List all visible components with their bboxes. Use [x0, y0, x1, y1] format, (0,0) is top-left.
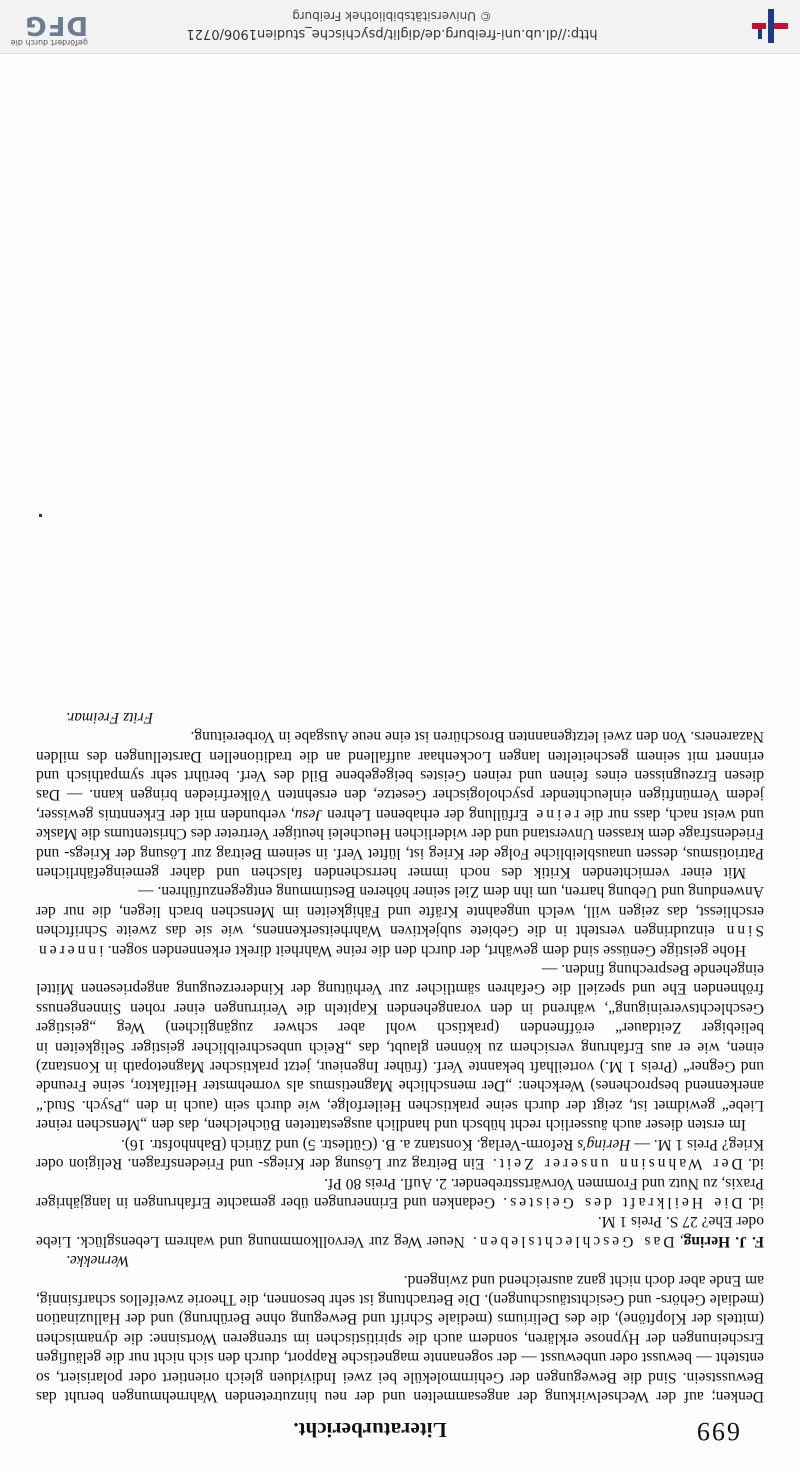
entry-prefix: id. [748, 1193, 764, 1211]
entry-author: F. J. Hering [683, 1232, 764, 1250]
signature-wernekke: Wernekke. [66, 1252, 130, 1270]
page-number: 699 [695, 1417, 740, 1446]
entry-title: Der Wahnsinn unserer Zeit. [489, 1155, 743, 1173]
entry-details: Gedanken und Erinnerungen über gemachte Erfahrungen in langjähriger Praxis, zu Nutz und Frommen Vorwärtsstrebender. 2. Aufl. Preis 80 Pf. [35, 1174, 764, 1211]
dfg-wordmark: DFG [24, 10, 88, 40]
bibliography-entry-3 [36, 1134, 764, 1173]
entry-publisher: Hering's [577, 1135, 631, 1153]
paragraph-1: Denken; auf der Wechselwirkung der angesammelten und der neu hinzutretenden Wahrnehmungen beruht das Bewusstsein. Sind die Bewegungen der Gehirnmoleküle bei zwei Individuen gleich orientiert oder polarisiert, so entsteht — bewusst oder unbewusst — der sogenannte magnetische Rapport, durch den sich nicht nur die geläufigen Erscheinungen der Hypnose erklären, sondern auch die spiritistischen im strengeren Wortsinne: die dynamischen (mittels der Klopftöne), die des Deliriums (mediale Schrift und Bewegung ohne Berührung) und der Halluzination (mediale Gehörs- und Gesichtstäuschungen). Die Betrachtung ist sehr besonnen, die Theorie zweifellos scharfsinnig, am Ende aber doch nicht ganz ausreichend und zwingend. [36, 1271, 764, 1405]
dfg-subtitle: gefördert durch die [10, 38, 88, 47]
entry-title: Die Heilkraft des Geistes. [500, 1193, 743, 1211]
spaced-emphasis: inneren Sinn [36, 922, 764, 959]
bibliography-entry-2 [36, 1173, 764, 1212]
italic-name: Jesu [294, 805, 323, 823]
footer-url-link[interactable]: http://dl.ub.uni-freiburg.de/diglit/psychische_studien1906/0721 [186, 26, 598, 41]
entry-details: Ein Beitrag zur Lösung der Kriegs- und Friedensfragen. Religion oder Krieg? Preis 1 M. — [35, 1135, 764, 1173]
text-run: einzudringen versteht in die Gebiete subjektiven Wahrheitserkennens, wie sie das zweite Schriftchen erschliesst, das zeigen will, welch ungeahnte Kräfte und Fähigkeiten im Menschen brach liegen, die nur der Anwendung und Uebung harren, um ihn dem Ziel seiner höheren Bestimmung entgegenzuführen. — [36, 883, 764, 940]
entry-prefix: id. [748, 1155, 764, 1173]
paragraph-4 [36, 727, 764, 882]
text-run: Mit einer vernichtenden Kritik des noch immer herrschenden falschen und daher gemeingefährlichen Patriotismus, dessen unausbleibliche Folge der Krieg ist, lüftet Verf. in seinem Beitrag zur Lösung der Kriegs- und Friedensfrage dem krassen Unverstand und der widerlichen Heuchelei heutiger Vertreter des Christentums die Maske und weist nach, dass nur die [36, 805, 764, 882]
text-run: Erfüllung der erhabenen Lehren [327, 805, 529, 823]
entry-details: Neuer Weg zur Vervollkommnung und wahrem Lebensglück. Liebe oder Ehe? 27 S. Preis 1 M. [35, 1213, 764, 1250]
paragraph-2: Im ersten dieser auch äusserlich recht hübsch und handlich ausgestatteten Büchelchen, das den „Menschen reiner Liebe“ gewidmet ist, zeigt der durch seine praktischen Heilerfolge, wie durch sein (auch in den „Psych. Stud.“ anerkennend besprochenes) Werkchen: „Der menschliche Magnetismus als vornehmster Heilfaktor, seine Freunde und Gegner“ (Preis 1 M.) vorteilhaft bekannte Verf. (früher Ingenieur, jetzt praktischer Magnetopath in Konstanz) einen, wie er aus Erfahrung versichern zu können glaubt, das „Reich unbeschreiblicher geistiger Seligkeiten in beliebiger Zeitdauer“ eröffnenden (praktisch wohl aber schwer zugänglichen) Weg „geistiger Geschlechtsvereinigung“, während in den vorangehenden Kapiteln die Verirrungen einer rohen Sinnengenuss fröhnenden Ehe und speziell die Gefahren sämtlicher zur Verhütung der Kindererzeugung angepriesenen Mittel eingehende Besprechung finden. — [36, 961, 764, 1134]
entry-title: Das Geschlechtsleben. [470, 1232, 675, 1250]
text-run: Hohe geistige Genüsse sind dem gewährt, der durch den die reine Wahrheit direkt erkennenden sogen. [107, 941, 746, 959]
signature-freimar: Fritz Freimar. [66, 708, 154, 726]
footer-bar [0, 0, 800, 54]
page-heading: Literaturbericht. [293, 1418, 447, 1442]
spaced-emphasis: reine [533, 805, 580, 823]
footer-copyright: © Universitätsbibliothek Freiburg [292, 9, 492, 23]
scan-speck [39, 514, 42, 517]
ub-freiburg-logo-icon [750, 5, 792, 47]
bibliography-entry-1: F. J. Hering, Das Geschlechtsleben. Neuer Weg zur Vervollkommnung und wahrem Lebensglück. Liebe oder Ehe? 27 S. Preis 1 M. [35, 1213, 764, 1250]
paragraph-3 [36, 882, 764, 960]
entry-details-2: Reform-Verlag. Konstanz a. B. (Gütlestr. 5) und Zürich (Bahnhofstr. 16). [120, 1135, 574, 1153]
running-head [0, 1412, 800, 1452]
text-body [36, 707, 764, 1406]
dfg-logo [4, 3, 88, 47]
text-run: , verbunden mit der Erkenntnis gewisser, jedem Vernünftigen einleuchtender psychologischer Gesetze, den ersehnten Völkerfrieden bringen kann. — Das diesen Erzeugnissen eines feinen und reinen Geistes beigegebene Bild des Verf. berührt sehr sympathisch und erinnert mit seinem gescheitelten langen Lockenhaar auffallend an die traditionellen Darstellungen des milden Nazareners. Von den zwei letztgenannten Broschüren ist eine neue Ausgabe in Vorbereitung. [35, 728, 764, 823]
